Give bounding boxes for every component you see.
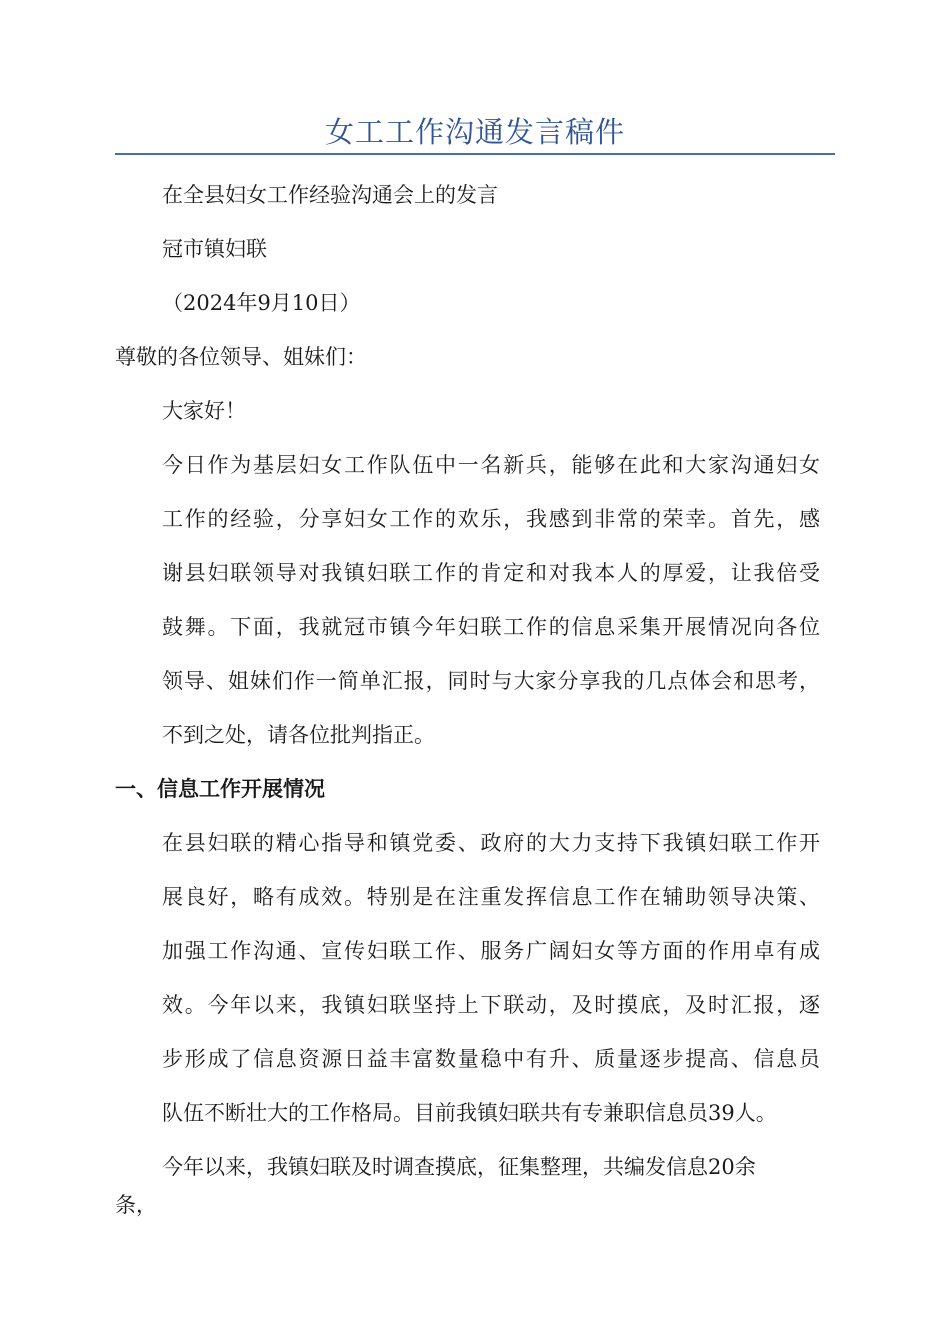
intro-line: 鼓舞。下面，我就冠市镇今年妇联工作的信息采集开展情况向各位 [162, 615, 820, 639]
title-underline [115, 153, 835, 155]
intro-line: 工作的经验，分享妇女工作的欢乐，我感到非常的荣幸。首先，感 [162, 507, 820, 531]
speech-subtitle: 在全县妇女工作经验沟通会上的发言 [162, 183, 498, 207]
intro-line: 领导、姐妹们作一简单汇报，同时与大家分享我的几点体会和思考， [162, 669, 820, 693]
section1-line: 效。今年以来，我镇妇联坚持上下联动，及时摸底，及时汇报，逐 [162, 993, 820, 1017]
section1-line: 加强工作沟通、宣传妇联工作、服务广阔妇女等方面的作用卓有成 [162, 939, 820, 963]
organization-name: 冠市镇妇联 [162, 237, 267, 261]
intro-line: 今日作为基层妇女工作队伍中一名新兵，能够在此和大家沟通妇女 [162, 453, 820, 477]
paragraph-line: 今年以来，我镇妇联及时调查摸底，征集整理，共编发信息20余 [162, 1155, 756, 1179]
section1-line: 步形成了信息资源日益丰富数量稳中有升、质量逐步提高、信息员 [162, 1047, 820, 1071]
greeting: 大家好！ [162, 399, 246, 423]
section1-line: 展良好，略有成效。特别是在注重发挥信息工作在辅助领导决策、 [162, 885, 820, 909]
section-heading: 一、信息工作开展情况 [115, 777, 325, 801]
section1-line: 在县妇联的精心指导和镇党委、政府的大力支持下我镇妇联工作开 [162, 831, 820, 855]
section1-line: 队伍不断壮大的工作格局。目前我镇妇联共有专兼职信息员39人。 [162, 1101, 777, 1125]
document-title: 女工工作沟通发言稿件 [324, 115, 625, 149]
paragraph-line: 条， [115, 1193, 157, 1217]
speech-date: （2024年9月10日） [162, 291, 361, 315]
salutation: 尊敬的各位领导、姐妹们： [115, 345, 367, 369]
intro-line: 谢县妇联领导对我镇妇联工作的肯定和对我本人的厚爱，让我倍受 [162, 561, 820, 585]
intro-line: 不到之处，请各位批判指正。 [162, 723, 435, 747]
